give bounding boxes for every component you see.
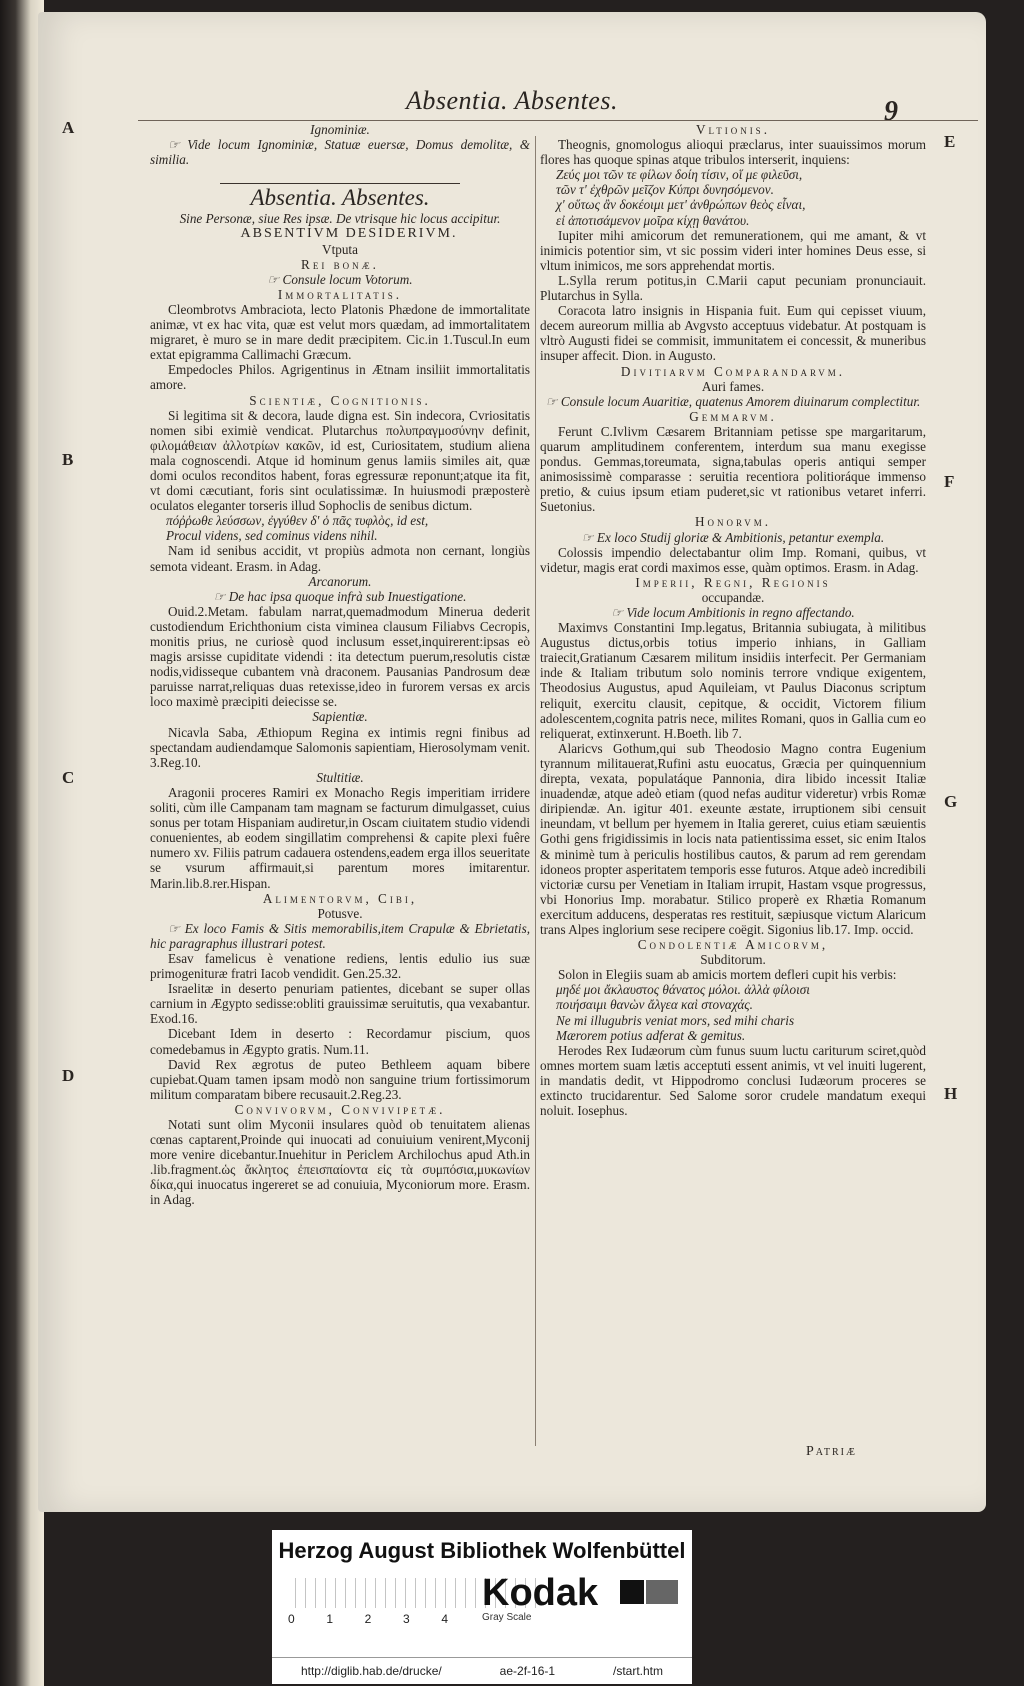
greek-verse: πόῤῥωθε λεύσσων, ἐγγύθεν δ' ὁ πᾶς τυφλὸς, id est, [166,513,429,529]
ruler-number: 2 [364,1612,372,1626]
folio-number: 9 [884,96,898,127]
ruler-numbers [288,1612,448,1626]
column-rule [535,136,536,1446]
shelfmark-text: ae-2f-16-1 [499,1664,556,1678]
heading-potusue: Potusve. [317,905,363,921]
greek-verse-d: εἰ ἀποτισάμενον μοῖρα κίχῃ θανάτου. [556,212,750,228]
margin-letter-c: C [62,768,75,787]
paragraph-aragonii: Aragonii proceres Ramiri ex Monacho Regis imperitiam irridere soliti, cùm ille Campanam tam magnam se facturum dimulgasset, cuius sonus per totam Hispaniam audiretur,in Oscam ciuitatem studio videndi conuenientes, ab eodem singillatim comprehensi & capite plexi fuêre numero xv. Filiis patrum cadauera ostendens,eadem erga illos seueritate se vsurum affirmauit,si parentum mores imitarentur. Marin.lib.8.rer.Hispan. [150,784,530,891]
paragraph-maximus: Maximvs Constantini Imp.legatus, Britannia subiugata, à militibus Augustus dictus,orbis totius imperio inhians, in Galliam traiecit,Gratianum Cæsarem militum insidiis interfecit. Per Germaniam inde & Italiam tributum solo nominis terrore vndique exigentem, Theodosius Augustus, apud Aquileiam, vt Paulus Diaconus scriptum reliquit, exercitu clausit, cepitque, & occidit, Victorem filium adolescentem,cognita patris nece, milites Romani, quos in Gallia cum eo reliquerat, extinxerunt. H.Boeth. lib 7. [540,620,926,741]
heading-occupandae: occupandæ. [701,589,765,605]
paragraph-iupiter: Iupiter mihi amicorum det remunerationem, qui me amant, & vt inimicis potentior sim, vt sic possim videri inter homines Deus esse, si vltum inimicos, me sors apprehendat mortis. [540,227,926,273]
paragraph-colossis: Colossis impendio delectabantur olim Imp. Romani, quibus, vt videtur, magis erat cordi maximos esse, quàm optimos. Erasm. in Adag. [540,544,926,575]
greek-verse-f: ποιήσαιμι θανὼν ἄλγεα καὶ στοναχάς. [556,997,753,1013]
heading-sapientiae: Sapientiæ. [312,709,368,725]
heading-conuiuiorum: Convivorvm, Convivipetæ. [234,1101,446,1117]
ruler-number: 3 [402,1612,410,1626]
latin-verse-e: Ne mi illugubris veniat mors, sed mihi charis [556,1012,795,1028]
heading-honorum: Honorvm. [694,514,772,530]
paragraph-nicaula: Nicavla Saba, Æthiopum Regina ex intimis regni finibus ad spectandam audiendamque Salomonis sapientiam, Hierosolymam venit. 3.Reg.10. [150,724,530,770]
ruler-number: 0 [288,1612,295,1626]
latin-verse: Procul videns, sed cominus videns nihil. [166,528,378,544]
header-rule [138,120,978,121]
greek-verse-a: Ζεύς μοι τῶν τε φίλων δοίη τίσιν, οἵ με φιλεῦσι, [556,167,803,183]
xref-inuestigatione: ☞ De hac ipsa quoque infrà sub Inuestigatione. [213,588,467,604]
kodak-logo: Kodak [482,1572,599,1614]
paragraph-theognis: Theognis, gnomologus alioqui præclarus, inter suauissimos morum flores has quoque spinas atque tribulos interserit, inquiens: [540,137,926,168]
heading-subditorum: Subditorum. [700,952,766,968]
heading-scientiae: Scientiæ, Cognitionis. [249,392,431,408]
paragraph-curiositas: Si legitima sit & decora, laude digna est. Sin indecora, Cvriositatis nomen sibi eximiè vendicat. Plutarchus πολυπραγμοσύνην definit, φιλομάθειαν ἀλλοτρίων κακῶν, id est, Curiositatem, studium aliena mala cognoscendi. Atque id hominum genus lamiis similes ait, quæ domi oculos reconditos habent, foras egressuræ reponunt;atque ita fit, vt domi cæcutiant, foris sint oculatissimæ. In huiusmodi præposterè oculatos eleganter torseris illud Sophoclis de senibus dictum. [150,407,530,514]
right-column [540,122,926,1118]
xref-famis: ☞ Ex loco Famis & Sitis memorabilis,item Crapulæ & Ebrietatis, hic paragraphus illustrari potest. [150,920,530,951]
xref-ignominiae: ☞ Vide locum Ignominiæ, Statuæ euersæ, Domus demolitæ, & similia. [150,137,530,168]
xref-votorum: ☞ Consule locum Votorum. [267,271,413,287]
section-title: Absentia. Absentes. [250,185,430,211]
paragraph-solon: Solon in Elegiis suam ab amicis mortem defleri cupit his verbis: [558,967,897,983]
paragraph-alaricus: Alaricvs Gothum,qui sub Theodosio Magno contra Eugenium tyrannum militauerat,Rufini astu euocatus, Græcia per quinquennium direpta, vexata, populatáque Pannonia, dira libido incessit Italiæ inuadendæ, atque adeò etiam (quod nefas auditur videretur) vrbis Romæ diripiendæ. An. igitur 401. exeunte æstate, irruptionem sibi censuit ineundam, vt bellum per hyemem in Italia gereret, cuius etiam sæuientis Gothi gens frigidissimis in locis nata patientissima esset, sic enim Italos & minimè tum à periculis hostilibus cautos, & parum ad rem gerendam idoneos propter asperitatem temporis esse futuros. Atque adeò incredibili victoriæ cursu per Venetiam in Italiam irrupit, Hastam vsque progressus, vbi Honorius Imp. morabatur. Stilico properè ex Rhætia Romanum exercitum adducens, desperatas res restituit, sæpiusque victum Alaricum trans Alpes inglorium sese recipere coëgit. Sigonius lib.17. Imp. occid. [540,740,926,937]
heading-stultitiae: Stultitiæ. [316,769,364,785]
heading-immortalitatis: Immortalitatis. [277,286,403,302]
heading-arcanorum: Arcanorum. [308,573,372,589]
paragraph-iulium: Ferunt C.Ivlivm Cæsarem Britanniam petisse spe margaritarum, quarum amplitudinem conferentem, interdum sua manu exegisse pondus. Gemmas,toreumata, signa,tabulas operis antiqui semper animosissimè comparasse : seruitia recentiora politioráque immenso pretio, & cuius ipsum etiam puderet,sic vt rationibus vetaret inferri. Suetonius. [540,423,926,515]
heading-alimentorum: Alimentorvm, Cibi, [262,890,418,906]
heading-vltionis: Vltionis. [696,122,770,137]
section-rule [220,183,460,184]
catchword: Patriæ [806,1444,857,1459]
paragraph-nam-id: Nam id senibus accidit, vt propiùs admota non cernant, longiùs semota videant. Erasm. in Adag. [150,543,530,574]
paragraph-esau: Esav famelicus è venatione rediens, lentis edulio ius suæ primogenituræ fratri Iacob vendidit. Gen.25.32. [150,950,530,982]
paragraph-ouid: Ouid.2.Metam. fabulam narrat,quemadmodum Minerua dederit custodiendum Erichthonium cista viminea clausum Filiabvs Cecropis, monitis prius, ne curiosè quod inclusum esset,inquirerent:ipsas eò magis arsisse cupiditate videndi : ita detectum puerum,resolutis cistæ nodis,vidisseque cubantem vnà draconem. Pausanias Pandrosum deæ paruisse narrat,reliquas duas retexisse,ideo in furorem versas ex arcis loco maximè præcipiti deiecisse se. [150,603,530,710]
heading-auri: Auri fames. [701,378,765,394]
color-patch-gray [646,1580,678,1604]
greek-verse-c: χ' οὕτως ἂν δοκέοιμι μετ' ἀνθρώπων θεὸς εἶναι, [556,197,806,213]
xref-ambitionis: ☞ Vide locum Ambitionis in regno affectando. [611,605,855,620]
margin-letter-a: A [62,118,75,137]
gray-scale-label: Gray Scale [482,1612,532,1623]
book-page [38,12,986,1512]
margin-letter-e: E [944,132,956,151]
paragraph-israelitae: Israelitæ in deserto penuriam patientes, dicebant se super ollas carnium in Ægypto sedisse:obliti grauissimæ seruitutis, qua vexabantur. Exod.16. [150,981,530,1027]
ribbon-footer [272,1657,692,1678]
heading-rei-bonae: Rei bonæ. [301,256,379,272]
latin-verse-f: Mærorem potius adferat & gemitus. [556,1027,746,1043]
heading-absentium: ABSENTIVM DESIDERIVM. [240,226,458,242]
ruler-number: 4 [441,1612,448,1626]
url-text: http://diglib.hab.de/drucke/ [300,1664,442,1678]
library-name: Herzog August Bibliothek Wolfenbüttel [278,1538,686,1563]
greek-verse-e: μηδέ μοι ἄκλαυστος θάνατος μόλοι. ἀλλὰ φίλοισι [556,982,810,998]
ruler-number: 1 [326,1612,334,1626]
section-subtitle: Sine Personæ, siue Res ipsæ. De vtrisque hic locus accipitur. [179,211,501,227]
paragraph-empedocles: Empedocles Philos. Agrigentinus in Ætnam insiliit immortalitatis amore. [150,362,530,393]
margin-letter-f: F [944,472,955,491]
color-patch-black [620,1580,644,1604]
running-title: Absentia. Absentes. [406,86,618,115]
margin-letter-h: H [944,1084,958,1103]
xref-studii: ☞ Ex loco Studij gloriæ & Ambitionis, petantur exempla. [581,529,885,545]
paragraph-dicebant: Dicebant Idem in deserto : Recordamur piscium, quos comedebamus in Ægypto gratis. Num.11. [150,1026,530,1057]
paragraph-cleombrotus: Cleombrotvs Ambraciota, lecto Platonis Phædone de immortalitate animæ, vt ex hac vita, quæ est velut mors quædam, ad immortalitatem migraret, è muro se in mare dedit præcipitem. Cic.in 1.Tuscul.In eum extat epigramma Callimachi Græcum. [150,301,530,363]
xref-auaritiae: ☞ Consule locum Auaritiæ, quatenus Amorem diuinarum complectitur. [545,393,921,409]
start-text: /start.htm [612,1664,663,1678]
margin-letter-b: B [62,450,74,469]
left-column [150,122,530,1208]
paragraph-dauid: David Rex ægrotus de puteo Bethleem aquam bibere cupiebat.Quam tamen ipsam modò non sanguine trium fortissimorum militum comparatam bibere recusauit.2.Reg.23. [150,1056,530,1102]
heading-ignominiae: Ignominiæ. [310,122,370,137]
paragraph-herodes: Herodes Rex Iudæorum cùm funus suum luctu cariturum sciret,quòd omnes mortem suam lætis acceptuti essent animis, vt vel inuiti lugerent, in mandatis dedit, vt Hippodromo conclusi Iudæorum proceres se extincto trucidarentur. Sed Salome soror crudele mandatum exequi noluit. Iosephus. [540,1042,926,1119]
paragraph-notati: Notati sunt olim Myconii insulares quòd ob tenuitatem alienas cœnas captarent,Proinde qui inuocati ad conuiuium venirent,Myconij more venire dicebantur.Inuehitur in Periclem Archilochus apud Ath.in .lib.fragment.ὡς ἄκλητος ἐπεισπαίοντα εἰς τὰ συμπόσια,μυκωνίων δίκα,qui inuocatus ingereret se ad conuiuia, Myconiorum more. Erasm. in Adag. [150,1117,530,1208]
heading-imperii: Imperii, Regni, Regionis [635,574,831,590]
heading-condolentiae: Condolentiæ Amicorvm, [637,937,829,953]
paragraph-sylla: L.Sylla rerum potitus,in C.Marii caput pecuniam pronunciauit. Plutarchus in Sylla. [540,272,926,304]
paragraph-coracota: Coracota latro insignis in Hispania fuit. Eum qui cepisset viuum, decem aureorum millia ab Avgvsto acceptuus videbatur. At postquam is vltrò Augusti fidei se commisit, immunitatem ei concessit, & muneribus insuper affecit. Dion. in Augusto. [540,303,926,364]
heading-vtputa: Vtputa [322,241,358,257]
heading-gemmarum: Gemmarvm. [689,408,777,424]
heading-diuitiarum: Divitiarvm Comparandarvm. [620,363,846,379]
archive-ribbon [272,1530,692,1684]
margin-letter-d: D [62,1066,75,1085]
margin-letter-g: G [944,792,958,811]
greek-verse-b: τῶν τ' ἐχθρῶν μεῖζον Κύπρι δυνησόμενον. [556,182,774,198]
